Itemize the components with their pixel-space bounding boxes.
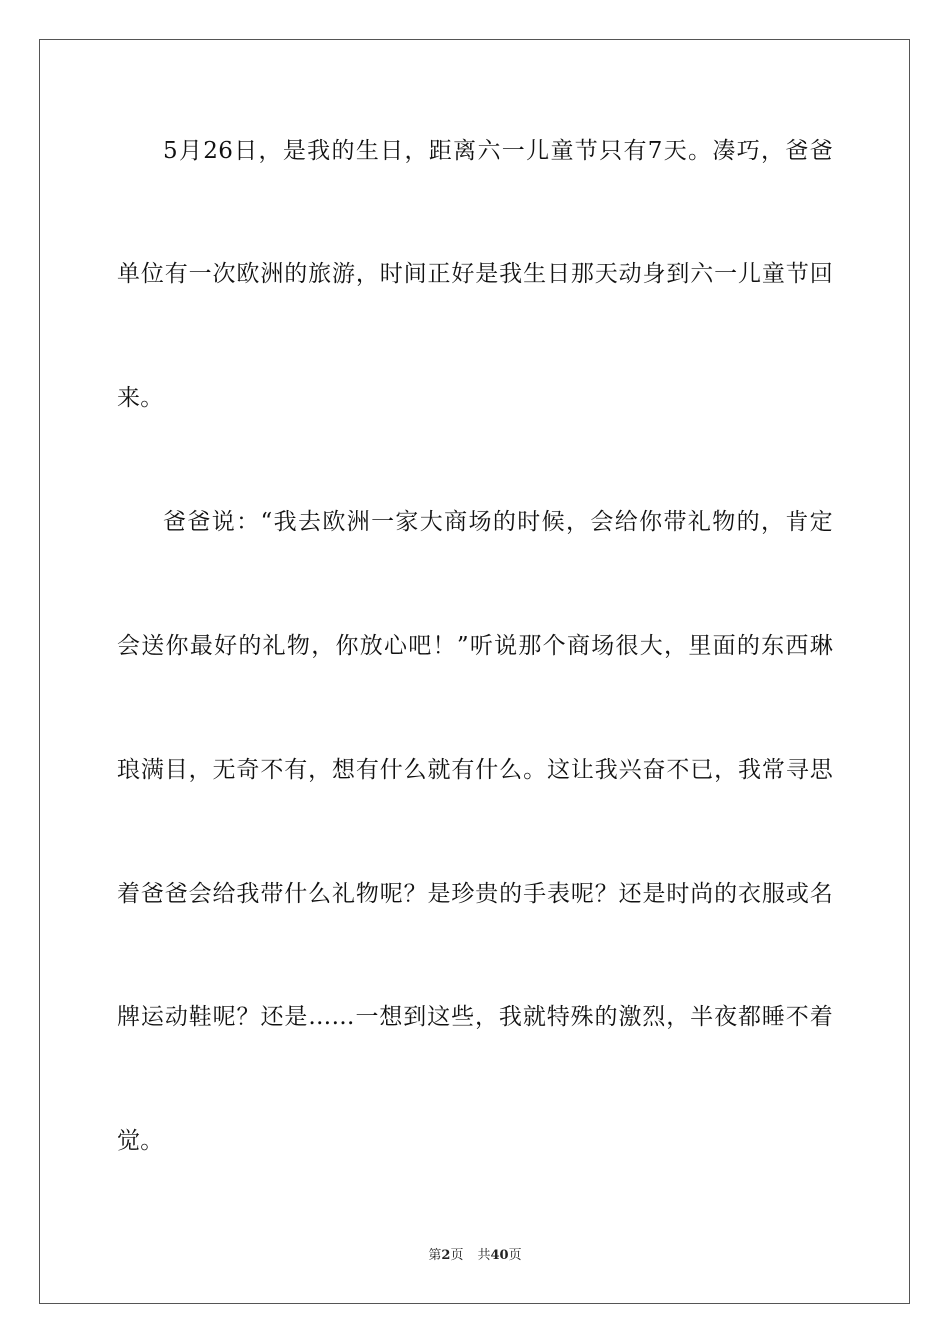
paragraph-2-line-2: 会送你最好的礼物，你放心吧！”听说那个商场很大，里面的东西琳	[117, 633, 833, 659]
paragraph-2-line-6: 觉。	[117, 1128, 164, 1154]
paragraph-2-line-3: 琅满目，无奇不有，想有什么就有什么。这让我兴奋不已，我常寻思	[117, 757, 833, 783]
page-number: 2	[441, 1248, 451, 1263]
paragraph-2-line-1: 爸爸说：“我去欧洲一家大商场的时候，会给你带礼物的，肯定	[163, 509, 833, 535]
page-number-prefix: 第	[428, 1248, 442, 1263]
paragraph-2-line-4: 着爸爸会给我带什么礼物呢？是珍贵的手表呢？还是时尚的衣服或名	[117, 881, 833, 907]
paragraph-1-line-2: 单位有一次欧洲的旅游，时间正好是我生日那天动身到六一儿童节回	[117, 261, 833, 287]
page-border	[39, 39, 910, 1304]
page-footer	[0, 1246, 950, 1266]
page-number-suffix: 页	[450, 1248, 464, 1263]
paragraph-2-line-5: 牌运动鞋呢？还是……一想到这些，我就特殊的激烈，半夜都睡不着	[117, 1004, 833, 1030]
total-pages-suffix: 页	[508, 1248, 522, 1263]
paragraph-1-line-1: 5月26日，是我的生日，距离六一儿童节只有7天。凑巧，爸爸	[163, 138, 833, 164]
paragraph-1-line-3: 来。	[117, 385, 164, 411]
total-pages-prefix: 共	[477, 1248, 491, 1263]
total-pages: 40	[490, 1248, 509, 1263]
